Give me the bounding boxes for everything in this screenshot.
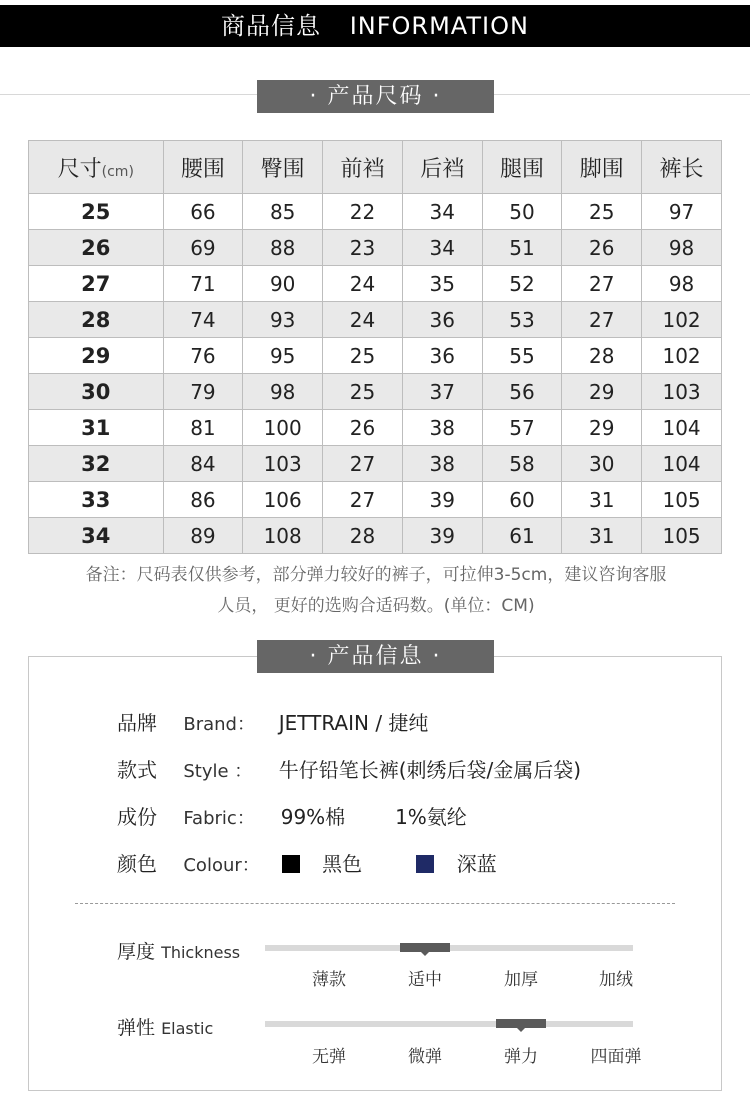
thickness-option[interactable]: 适中	[408, 970, 442, 990]
table-cell: 57	[482, 410, 562, 446]
brand-value: JETTRAIN / 捷纯	[278, 711, 429, 735]
table-cell: 27	[562, 266, 642, 302]
table-cell: 76	[163, 338, 243, 374]
elastic-label-cn: 弹性	[117, 1017, 156, 1039]
table-row	[29, 302, 722, 338]
fabric-label-en: Fabric：	[183, 808, 255, 829]
table-row	[29, 266, 722, 302]
table-cell: 89	[163, 518, 243, 554]
table-cell: 74	[163, 302, 243, 338]
colour-row	[117, 848, 497, 877]
table-cell: 28	[323, 518, 403, 554]
table-row	[29, 446, 722, 482]
colour-option-navy[interactable]: 深蓝	[456, 852, 497, 876]
table-row	[29, 518, 722, 554]
table-cell: 90	[243, 266, 323, 302]
table-cell: 29	[562, 410, 642, 446]
size-cell: 30	[29, 374, 164, 410]
thickness-option[interactable]: 加厚	[504, 970, 538, 990]
header-cell-length: 裤长	[642, 141, 722, 194]
note-line-1: 备注：尺码表仅供参考，部分弹力较好的裤子，可拉伸3-5cm，建议咨询客服	[85, 565, 667, 585]
size-cell: 31	[29, 410, 164, 446]
table-cell: 24	[323, 302, 403, 338]
table-cell: 38	[402, 446, 482, 482]
size-cell: 29	[29, 338, 164, 374]
table-cell: 39	[402, 482, 482, 518]
table-cell: 106	[243, 482, 323, 518]
table-cell: 85	[243, 194, 323, 230]
table-row	[29, 410, 722, 446]
table-row	[29, 482, 722, 518]
fabric-label: 成份	[117, 805, 157, 829]
elastic-marker	[496, 1019, 546, 1028]
header-bar	[0, 5, 750, 47]
table-cell: 95	[243, 338, 323, 374]
table-cell: 30	[562, 446, 642, 482]
header-cell-thigh: 腿围	[482, 141, 562, 194]
page-header	[0, 0, 750, 52]
elastic-track	[265, 1021, 633, 1027]
table-cell: 27	[323, 446, 403, 482]
size-cell: 27	[29, 266, 164, 302]
size-cell: 34	[29, 518, 164, 554]
size-cell: 25	[29, 194, 164, 230]
table-cell: 60	[482, 482, 562, 518]
header-cell-back-rise: 后裆	[402, 141, 482, 194]
table-cell: 26	[323, 410, 403, 446]
table-cell: 24	[323, 266, 403, 302]
table-cell: 26	[562, 230, 642, 266]
table-cell: 66	[163, 194, 243, 230]
table-cell: 100	[243, 410, 323, 446]
table-cell: 27	[323, 482, 403, 518]
table-cell: 98	[243, 374, 323, 410]
size-table-header	[29, 141, 722, 194]
table-cell: 23	[323, 230, 403, 266]
table-row	[29, 194, 722, 230]
table-cell: 34	[402, 194, 482, 230]
thickness-marker	[400, 943, 450, 952]
table-cell: 25	[562, 194, 642, 230]
dotted-divider	[75, 903, 675, 904]
table-cell: 93	[243, 302, 323, 338]
table-cell: 86	[163, 482, 243, 518]
table-cell: 22	[323, 194, 403, 230]
table-cell: 35	[402, 266, 482, 302]
table-cell: 105	[642, 518, 722, 554]
thickness-label-cn: 厚度	[117, 941, 156, 963]
header-title-cn: 商品信息	[221, 12, 322, 40]
table-cell: 102	[642, 338, 722, 374]
style-value: 牛仔铅笔长裤(刺绣后袋/金属后袋)	[278, 758, 582, 782]
style-row	[117, 754, 581, 783]
note-line-2: 人员， 更好的选购合适码数。(单位：CM)	[217, 596, 535, 616]
table-cell: 52	[482, 266, 562, 302]
table-cell: 103	[243, 446, 323, 482]
colour-label-en: Colour：	[183, 855, 260, 876]
fabric-row	[117, 801, 467, 830]
elastic-option[interactable]: 微弹	[408, 1047, 442, 1067]
header-cell-size: 尺寸(cm)	[29, 141, 164, 194]
style-label: 款式	[117, 758, 157, 782]
thickness-option[interactable]: 薄款	[312, 970, 346, 990]
table-cell: 61	[482, 518, 562, 554]
size-table	[28, 140, 722, 554]
product-info-box	[28, 656, 722, 1091]
table-cell: 25	[323, 374, 403, 410]
thickness-option[interactable]: 加绒	[599, 970, 633, 990]
table-row	[29, 338, 722, 374]
table-cell: 81	[163, 410, 243, 446]
header-cell-front-rise: 前裆	[323, 141, 403, 194]
size-cell: 33	[29, 482, 164, 518]
table-cell: 98	[642, 266, 722, 302]
style-label-en: Style ：	[183, 761, 253, 782]
size-section-tag: · 产品尺码 ·	[257, 80, 494, 113]
info-section-tag: · 产品信息 ·	[257, 640, 494, 673]
table-cell: 104	[642, 446, 722, 482]
header-cell-waist: 腰围	[163, 141, 243, 194]
table-cell: 37	[402, 374, 482, 410]
table-cell: 39	[402, 518, 482, 554]
table-cell: 27	[562, 302, 642, 338]
table-cell: 31	[562, 518, 642, 554]
table-cell: 36	[402, 338, 482, 374]
fabric-value-2: 1%氨纶	[395, 805, 467, 829]
table-cell: 97	[642, 194, 722, 230]
table-cell: 36	[402, 302, 482, 338]
navy-swatch[interactable]	[416, 855, 434, 873]
thickness-track	[265, 945, 633, 951]
elastic-label-en: Elastic	[161, 1019, 214, 1038]
table-cell: 51	[482, 230, 562, 266]
fabric-value-1: 99%棉	[280, 805, 346, 829]
elastic-option[interactable]: 四面弹	[590, 1047, 642, 1067]
colour-option-black[interactable]: 黑色	[322, 852, 363, 876]
header-cell-hip: 臀围	[243, 141, 323, 194]
brand-label: 品牌	[117, 711, 157, 735]
table-cell: 71	[163, 266, 243, 302]
table-cell: 31	[562, 482, 642, 518]
elastic-label	[117, 1013, 213, 1040]
table-cell: 28	[562, 338, 642, 374]
table-cell: 53	[482, 302, 562, 338]
table-cell: 98	[642, 230, 722, 266]
table-row	[29, 230, 722, 266]
table-cell: 38	[402, 410, 482, 446]
size-cell: 26	[29, 230, 164, 266]
table-cell: 84	[163, 446, 243, 482]
table-cell: 102	[642, 302, 722, 338]
table-cell: 104	[642, 410, 722, 446]
table-cell: 58	[482, 446, 562, 482]
black-swatch[interactable]	[282, 855, 300, 873]
table-cell: 88	[243, 230, 323, 266]
table-cell: 108	[243, 518, 323, 554]
size-note	[38, 560, 714, 622]
header-cell-hem: 脚围	[562, 141, 642, 194]
table-cell: 69	[163, 230, 243, 266]
size-cell: 28	[29, 302, 164, 338]
table-cell: 79	[163, 374, 243, 410]
thickness-label-en: Thickness	[161, 943, 241, 962]
colour-label: 颜色	[117, 852, 157, 876]
thickness-label	[117, 937, 240, 964]
table-cell: 29	[562, 374, 642, 410]
table-cell: 105	[642, 482, 722, 518]
brand-label-en: Brand：	[183, 714, 255, 735]
size-cell: 32	[29, 446, 164, 482]
table-row	[29, 374, 722, 410]
brand-row	[117, 707, 428, 736]
table-cell: 103	[642, 374, 722, 410]
elastic-option[interactable]: 无弹	[312, 1047, 346, 1067]
table-cell: 34	[402, 230, 482, 266]
table-cell: 56	[482, 374, 562, 410]
table-cell: 25	[323, 338, 403, 374]
table-cell: 50	[482, 194, 562, 230]
elastic-option[interactable]: 弹力	[504, 1047, 538, 1067]
header-title-en: INFORMATION	[349, 12, 529, 40]
table-cell: 55	[482, 338, 562, 374]
